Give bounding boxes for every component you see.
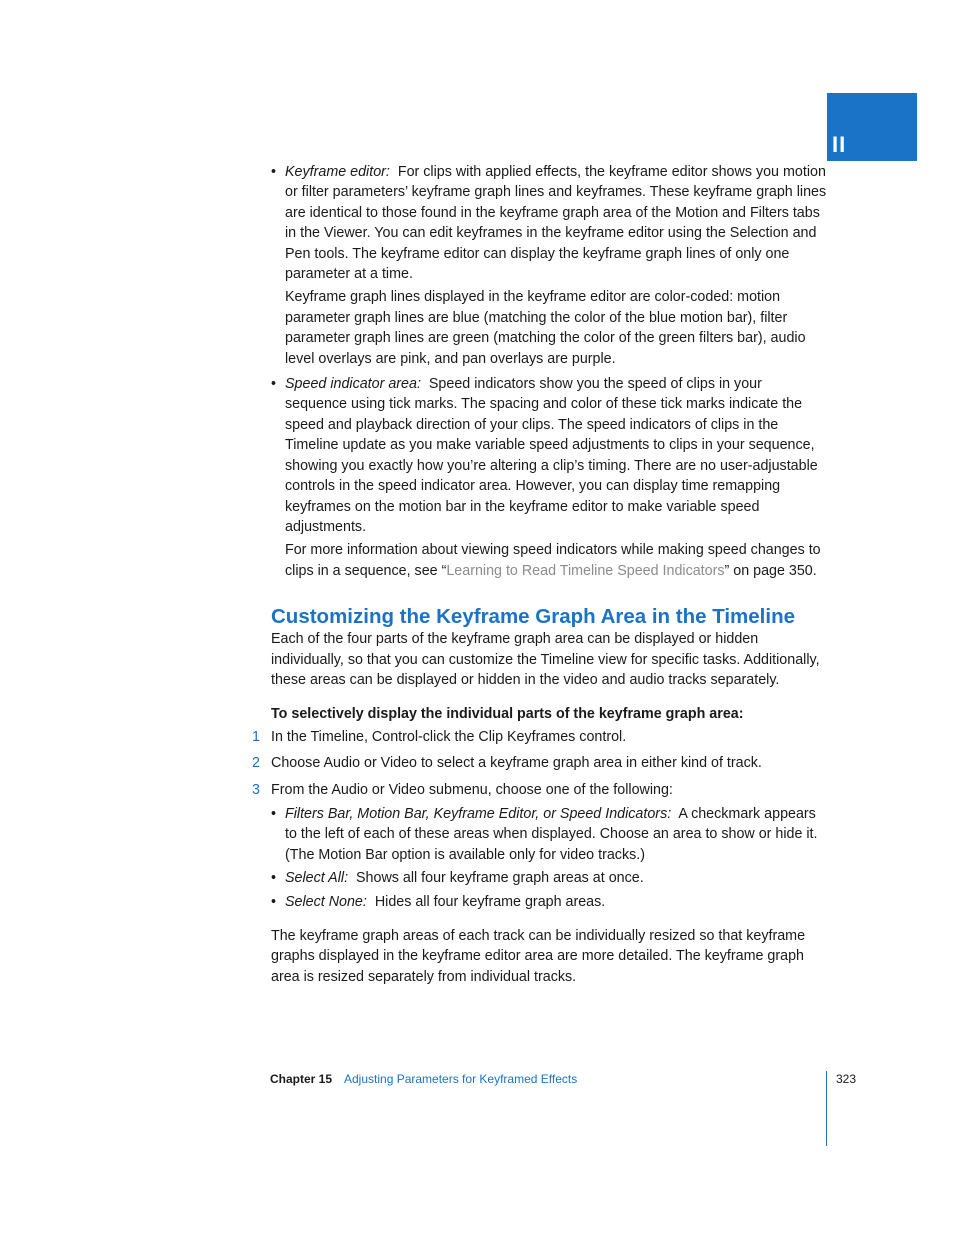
term: Keyframe editor:: [285, 164, 390, 180]
chapter-label: Chapter 15: [270, 1072, 333, 1086]
paragraph: [285, 804, 827, 865]
chapter-title: Adjusting Parameters for Keyframed Effects: [344, 1072, 578, 1086]
paragraph: Keyframe graph lines displayed in the keyframe editor are color-coded: motion parameter graph lines are blue (matching the color of the blue motion bar), filter parameter graph lines are green (matching the color of the green filters bar), audio level overlays are pink, and pan overlays are purple.: [285, 289, 806, 367]
term: Filters Bar, Motion Bar, Keyframe Editor, or Speed Indicators:: [285, 805, 672, 822]
list-item: [271, 804, 827, 865]
step-text: In the Timeline, Control-click the Clip Keyframes control.: [271, 728, 627, 745]
description: A checkmark appears to the left of each of these areas when displayed. Choose an area to show or hide it. (The Motion Bar option is available only for video tracks.): [285, 805, 818, 863]
bullet-icon: •: [271, 893, 277, 910]
step: [252, 780, 827, 912]
description: Shows all four keyframe graph areas at once.: [356, 870, 644, 887]
task-title: To selectively display the individual parts of the keyframe graph area:: [271, 706, 744, 723]
cross-ref-link[interactable]: Learning to Read Timeline Speed Indicators: [446, 562, 725, 579]
term: Select All:: [285, 870, 349, 887]
cross-ref-page: ” on page 350.: [724, 562, 817, 579]
paragraph: [285, 374, 827, 537]
part-tab-label: II: [832, 132, 847, 157]
paragraph: [285, 892, 827, 912]
bullet-icon: •: [271, 376, 277, 393]
footer-divider: [826, 1071, 827, 1146]
list-item: [271, 868, 827, 888]
paragraph: [285, 540, 827, 581]
closing-paragraph: The keyframe graph areas of each track can be individually resized so that keyframe graphs displayed in the keyframe editor area are more detailed. The keyframe graph area is resized separately from individual tracks.: [271, 928, 806, 985]
cross-ref-text: For more information about viewing speed indicators while making speed changes to clips in a sequence, see “: [285, 542, 821, 579]
step-text: Choose Audio or Video to select a keyframe graph area in either kind of track.: [271, 755, 762, 772]
page-content: [252, 162, 827, 987]
term: Select None:: [285, 893, 367, 910]
description: Speed indicators show you the speed of clips in your sequence using tick marks. The spacing and color of these tick marks indicate the speed and playback direction of your clips. The speed indicators of clips in the Timeline update as you make variable speed adjustments to clips in your sequence, showing you exactly how you’re altering a clip’s timing. There are no user-adjustable controls in the speed indicator area. However, you can display time remapping keyframes on the motion bar in the keyframe editor to make variable speed adjustments.: [285, 376, 818, 535]
section-heading: Customizing the Keyframe Graph Area in the Timeline: [271, 605, 796, 629]
term: Speed indicator area:: [285, 376, 421, 393]
bullet-icon: •: [271, 870, 277, 887]
paragraph: [285, 162, 827, 284]
step-number: 1: [252, 728, 260, 745]
description: Hides all four keyframe graph areas.: [374, 893, 606, 910]
list-item: [271, 374, 827, 581]
sub-list: [271, 804, 827, 912]
list-item: [271, 892, 827, 912]
intro-paragraph: Each of the four parts of the keyframe graph area can be displayed or hidden individually, so that you can customize the Timeline view for specific tasks. Additionally, these areas can be displayed or hidden in the video and audio tracks separately.: [271, 631, 820, 688]
step: [252, 727, 827, 747]
step-number: 2: [252, 755, 260, 772]
bullet-icon: •: [271, 164, 277, 180]
bullet-icon: •: [271, 805, 277, 822]
list-item: [271, 162, 827, 369]
page-number: 323: [836, 1072, 857, 1086]
step: [252, 753, 827, 773]
step-number: 3: [252, 781, 260, 798]
description: For clips with applied effects, the keyframe editor shows you motion or filter parameters’ keyframe graph lines and keyframes. These keyframe graph lines are identical to those found in the keyframe graph area of the Motion and Filters tabs in the Viewer. You can edit keyframes in the keyframe editor using the Selection and Pen tools. The keyframe editor can display the keyframe graph lines of only one parameter at a time.: [285, 164, 827, 283]
step-text: From the Audio or Video submenu, choose one of the following:: [271, 781, 673, 798]
paragraph: [285, 868, 827, 888]
part-tab: [827, 93, 917, 161]
